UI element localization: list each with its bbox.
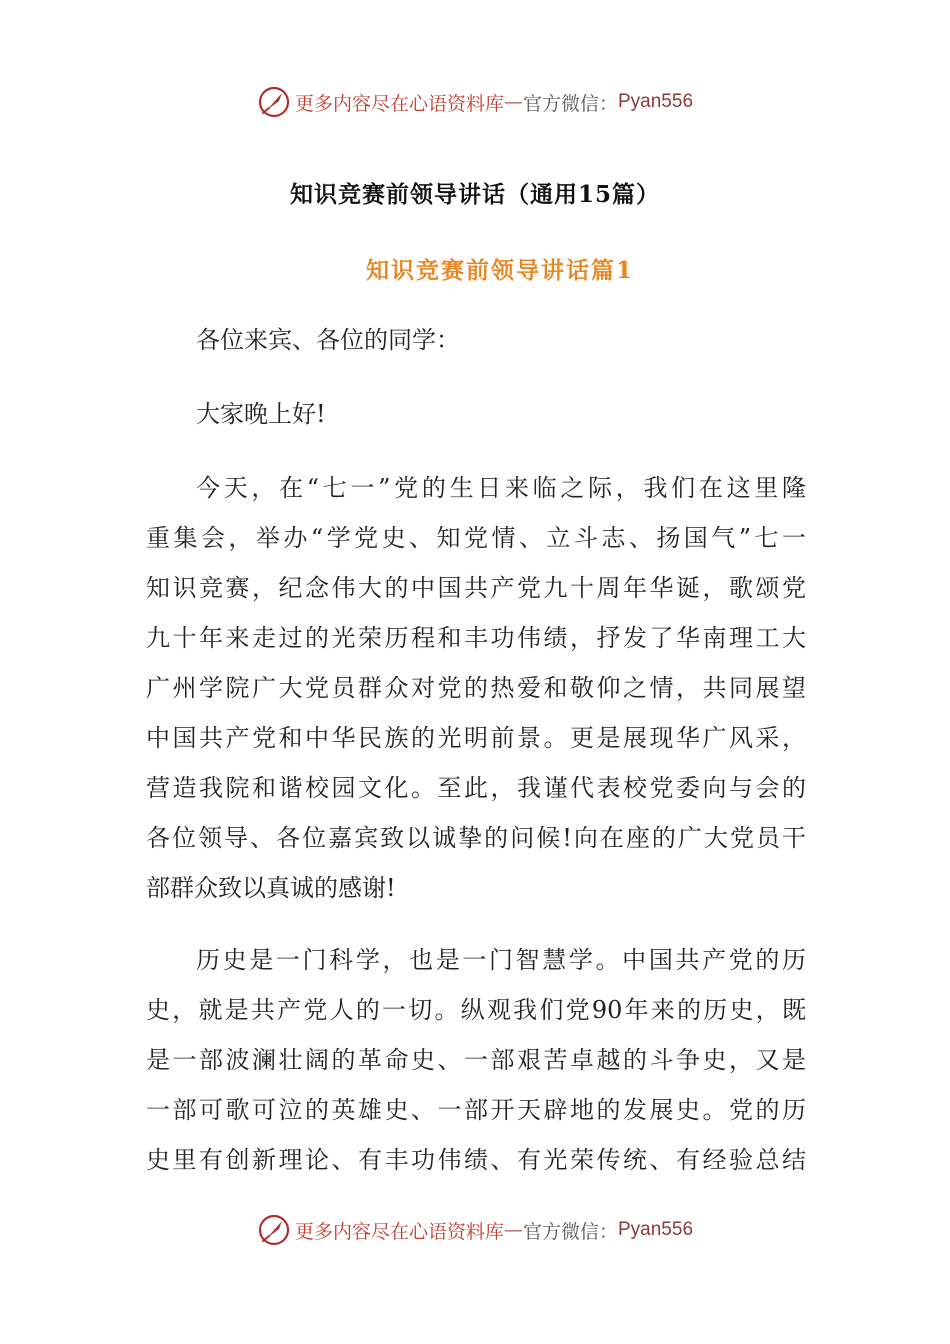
paragraph-line: 是一部波澜壮阔的革命史、一部艰苦卓越的斗争史，又是: [146, 1046, 806, 1074]
paragraph-line: 史，就是共产党人的一切。纵观我们党90年来的历史，既: [146, 996, 806, 1024]
banner-wechat-label: 官方微信：: [522, 92, 618, 115]
paragraph-line: 营造我院和谐校园文化。至此，我谨代表校党委向与会的: [146, 774, 806, 802]
document-title: 知识竞赛前领导讲话（通用15篇）: [289, 181, 660, 208]
paragraph-line: 广州学院广大党员群众对党的热爱和敬仰之情，共同展望: [146, 674, 806, 702]
banner-slogan: 更多内容尽在心语资料库: [294, 92, 504, 115]
paragraph-line: 知识竞赛，纪念伟大的中国共产党九十周年华诞，歌颂党: [146, 574, 806, 602]
quill-logo-icon: [257, 1213, 291, 1247]
paragraph-line: 部群众致以真诚的感谢!: [146, 874, 396, 902]
footer-banner: [0, 1210, 950, 1250]
paragraph-line: 重集会，举办“学党史、知党情、立斗志、扬国气”七一: [146, 524, 806, 552]
banner-wechat-id: Pyan556: [618, 1219, 694, 1240]
banner-wechat-label: 官方微信：: [522, 1220, 618, 1243]
paragraph-line: 九十年来走过的光荣历程和丰功伟绩，抒发了华南理工大: [146, 624, 806, 652]
paragraph-line: 今天，在“七一”党的生日来临之际，我们在这里隆: [196, 474, 806, 502]
banner-wechat-id: Pyan556: [618, 91, 694, 112]
header-banner: [0, 82, 950, 122]
banner-dash: —: [503, 1219, 523, 1241]
quill-logo-icon: [257, 85, 291, 119]
paragraph-line: 历史是一门科学，也是一门智慧学。中国共产党的历: [196, 946, 806, 974]
section-title: 知识竞赛前领导讲话篇1: [365, 257, 634, 284]
banner-dash: —: [503, 91, 523, 113]
paragraph-line: 史里有创新理论、有丰功伟绩、有光荣传统、有经验总结: [146, 1146, 806, 1174]
paragraph-line: 中国共产党和中华民族的光明前景。更是展现华广风采，: [146, 724, 806, 752]
salutation: 各位来宾、各位的同学：: [196, 326, 460, 354]
greeting: 大家晚上好!: [196, 400, 326, 428]
paragraph-line: 一部可歌可泣的英雄史、一部开天辟地的发展史。党的历: [146, 1096, 806, 1124]
banner-slogan: 更多内容尽在心语资料库: [294, 1220, 504, 1243]
paragraph-line: 各位领导、各位嘉宾致以诚挚的问候!向在座的广大党员干: [146, 824, 806, 852]
